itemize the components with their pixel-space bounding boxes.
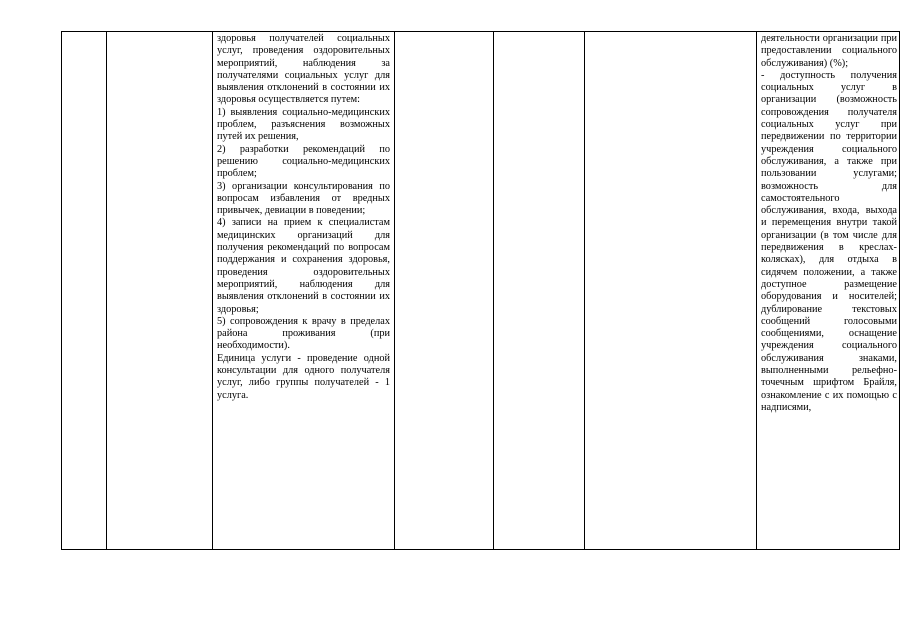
table-row — [62, 32, 900, 550]
quality-indicators-text — [757, 32, 899, 414]
cell-number — [62, 32, 107, 550]
cell-empty-6 — [585, 32, 757, 550]
cell-service-name — [107, 32, 213, 550]
services-table — [61, 31, 900, 550]
description-paragraph: Единица услуги - проведение одной консультации для одного получателя услуг, либо группы получателей - 1 услуга. — [217, 352, 390, 401]
description-paragraph: 5) сопровождения к врачу в пределах района проживания (при необходимости). — [217, 315, 390, 352]
description-paragraph: здоровья получателей социальных услуг, проведения оздоровительных мероприятий, наблюдения за получателями социальных услуг для выявления отклонений в состоянии их здоровья осуществляется путем: — [217, 33, 390, 106]
description-paragraph: 2) разработки рекомендаций по решению социально-медицинских проблем; — [217, 143, 390, 180]
service-description-text — [213, 32, 394, 402]
cell-service-description — [213, 32, 395, 550]
cell-quality-indicators — [757, 32, 900, 550]
indicator-paragraph: - доступность получения социальных услуг в организации (возможность сопровождения получателя социальных услуг при передвижении по территории учреждения социального обслуживания, а также при пользовании услугами; возможность для самостоятельного обслуживания, входа, выхода и перемещения внутри такой организации (в том числе для передвижения в креслах-колясках), для отдыха в сидячем положении, а также доступное размещение оборудования и носителей; дублирование текстовых сообщений голосовыми сообщениями, оснащение учреждения социального обслуживания знаками, выполненными рельефно-точечным шрифтом Брайля, ознакомление с их помощью с надписями, — [761, 69, 897, 413]
description-paragraph: 1) выявления социально-медицинских проблем, разъяснения возможных путей их решения, — [217, 106, 390, 143]
cell-empty-4 — [395, 32, 494, 550]
cell-empty-5 — [494, 32, 585, 550]
indicator-paragraph: деятельности организации при предоставлении социального обслуживания) (%); — [761, 33, 897, 69]
description-paragraph: 4) записи на прием к специалистам медицинских организаций для получения рекомендаций по вопросам поддержания и сохранения здоровья, проведения оздоровительных мероприятий, наблюдения для выявления отклонений в состоянии их здоровья; — [217, 217, 390, 315]
description-paragraph: 3) организации консультирования по вопросам избавления от вредных привычек, девиации в поведении; — [217, 180, 390, 217]
